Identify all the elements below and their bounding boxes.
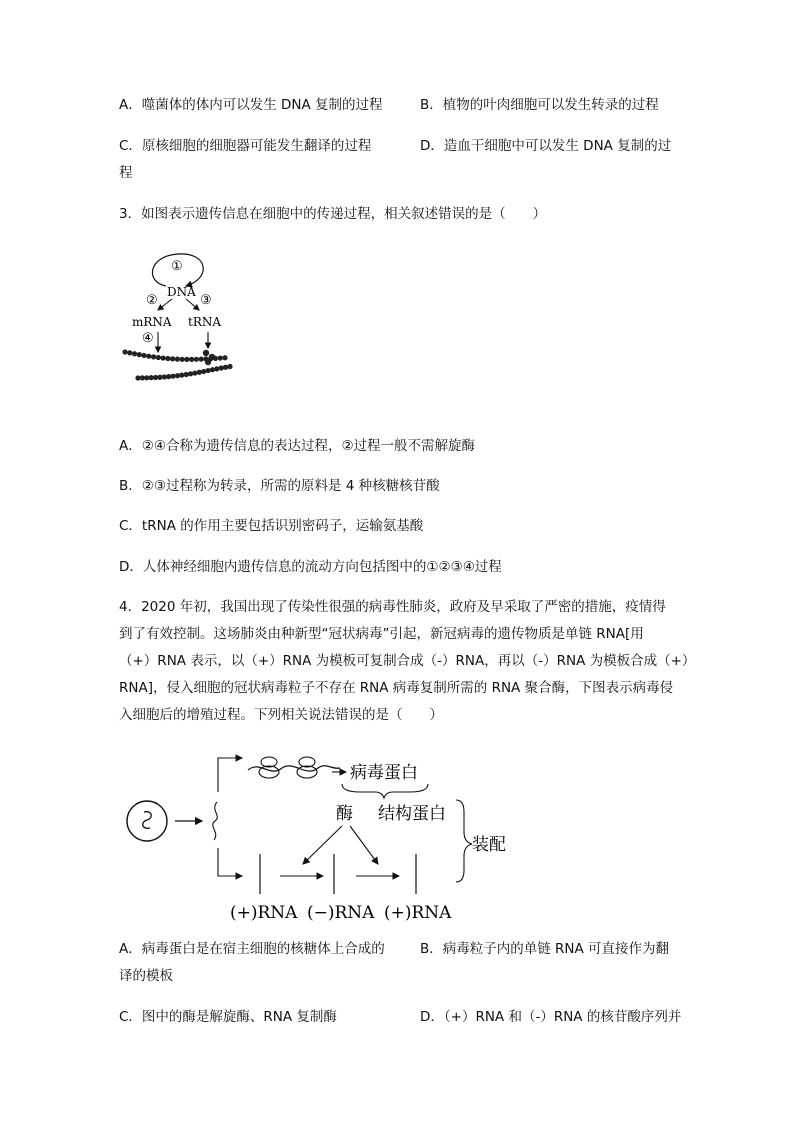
marker-1: ① [171, 259, 183, 274]
split-brace [213, 802, 218, 840]
amino-acid-bead [146, 354, 151, 359]
amino-acid-bead [223, 365, 228, 370]
amino-acid-bead [209, 354, 215, 360]
q4-option-a: A．病毒蛋白是在宿主细胞的核糖体上合成的 [119, 941, 385, 957]
amino-acid-bead [180, 357, 185, 362]
amino-acid-bead [127, 350, 132, 355]
assembly-label: 装配 [472, 835, 506, 855]
amino-acid-bead [219, 365, 224, 370]
virus-particle [127, 801, 167, 841]
q4-stem-line-1: 4．2020 年初，我国出现了传染性很强的病毒性肺炎，政府及早采取了严密的措施，疫情得 [119, 599, 666, 615]
enzyme-label: 酶 [336, 804, 353, 824]
assembly-brace [456, 800, 472, 882]
q4-option-d: D．（+）RNA 和（-）RNA 的核苷酸序列并 [420, 1009, 682, 1025]
amino-acid-bead [170, 374, 175, 379]
viral-protein-label: 病毒蛋白 [350, 763, 418, 783]
amino-acid-bead [137, 352, 142, 357]
polypeptide-chain [122, 349, 232, 380]
q4-stem-line-4: RNA]，侵入细胞的冠状病毒粒子不存在 RNA 病毒复制所需的 RNA 聚合酶，下图表示病毒侵 [119, 680, 674, 696]
amino-acid-bead [184, 357, 189, 362]
amino-acid-bead [218, 355, 223, 360]
q2-option-a: A．噬菌体的体内可以发生 DNA 复制的过程 [119, 97, 383, 113]
enzyme-arrow-right [350, 826, 378, 864]
q4-stem-line-3: （+）RNA 表示，以（+）RNA 为模板可复制合成（-）RNA，再以（-）RNA 为模板合成（+） [119, 653, 696, 669]
dna-label: DNA [167, 285, 196, 299]
amino-acid-bead [179, 373, 184, 378]
amino-acid-bead [184, 372, 189, 377]
ribosome-icon [259, 757, 317, 778]
amino-acid-bead [175, 357, 180, 362]
amino-acid-bead [151, 354, 156, 359]
amino-acid-bead [222, 355, 227, 360]
amino-acid-bead [189, 357, 194, 362]
q2-option-c: C．原核细胞的细胞器可能发生翻译的过程 [119, 138, 372, 154]
q4-stem-line-2: 到了有效控制。这场肺炎由种新型“冠状病毒”引起，新冠病毒的遗传物质是单链 RNA[用 [119, 626, 644, 642]
amino-acid-bead [165, 356, 170, 361]
amino-acid-bead [156, 355, 161, 360]
q4-stem-line-5: 入细胞后的增殖过程。下列相关说法错误的是（ ） [119, 707, 443, 723]
q4-option-b: B．病毒粒子内的单链 RNA 可直接作为翻 [420, 941, 670, 957]
amino-acid-bead [199, 357, 204, 362]
rna-minus-label: (−)RNA [307, 903, 375, 923]
amino-acid-bead [214, 366, 219, 371]
amino-acid-bead [205, 359, 211, 365]
q3-stem: 3．如图表示遗传信息在细胞中的传递过程，相关叙述错误的是（ ） [119, 206, 547, 222]
amino-acid-bead [227, 364, 232, 369]
amino-acid-bead [201, 369, 206, 374]
q3-option-c: C．tRNA 的作用主要包括识别密码子，运输氨基酸 [119, 518, 424, 534]
amino-acid-bead [210, 367, 215, 372]
amino-acid-bead [122, 349, 127, 354]
amino-acid-bead [175, 373, 180, 378]
viral-rna-coil [143, 812, 152, 829]
amino-acid-bead [203, 350, 209, 356]
amino-acid-bead [132, 351, 137, 356]
structural-protein-label: 结构蛋白 [378, 804, 446, 824]
q4-option-c: C．图中的酶是解旋酶、RNA 复制酶 [119, 1009, 337, 1025]
marker-4: ④ [142, 331, 154, 346]
amino-acid-bead [188, 371, 193, 376]
amino-acid-bead [197, 370, 202, 375]
q2-option-d-continued: 程 [119, 165, 133, 181]
amino-acid-bead [194, 357, 199, 362]
amino-acid-bead [160, 355, 165, 360]
marker-3: ③ [200, 293, 212, 308]
transcription-arrow-left [158, 299, 172, 310]
mrna-label: mRNA [132, 315, 172, 329]
q4-virus-replication-diagram [120, 750, 520, 928]
q3-option-a: A．②④合称为遗传信息的表达过程，②过程一般不需解旋酶 [119, 438, 476, 454]
transcription-arrow-right [186, 299, 199, 310]
amino-acid-bead [170, 356, 175, 361]
trna-label: tRNA [188, 315, 222, 329]
q4-option-b-continued: 译的模板 [119, 968, 173, 984]
q2-option-b: B．植物的叶肉细胞可以发生转录的过程 [420, 97, 659, 113]
amino-acid-bead [192, 370, 197, 375]
q3-genetic-flow-diagram [120, 248, 245, 388]
upper-branch-arrow [218, 758, 242, 792]
amino-acid-bead [205, 368, 210, 373]
q3-option-b: B．②③过程称为转录，所需的原料是 4 种核糖核苷酸 [119, 478, 440, 494]
lower-branch-arrow [218, 848, 242, 876]
amino-acid-bead [141, 353, 146, 358]
rna-plus-2-label: (+)RNA [384, 903, 452, 923]
protein-brace [342, 784, 428, 798]
rna-plus-1-label: (+)RNA [230, 903, 298, 923]
q2-option-d: D．造血干细胞中可以发生 DNA 复制的过 [420, 138, 672, 154]
marker-2: ② [146, 293, 158, 308]
q3-option-d: D．人体神经细胞内遗传信息的流动方向包括图中的①②③④过程 [119, 559, 502, 575]
enzyme-arrow-left [303, 826, 342, 864]
